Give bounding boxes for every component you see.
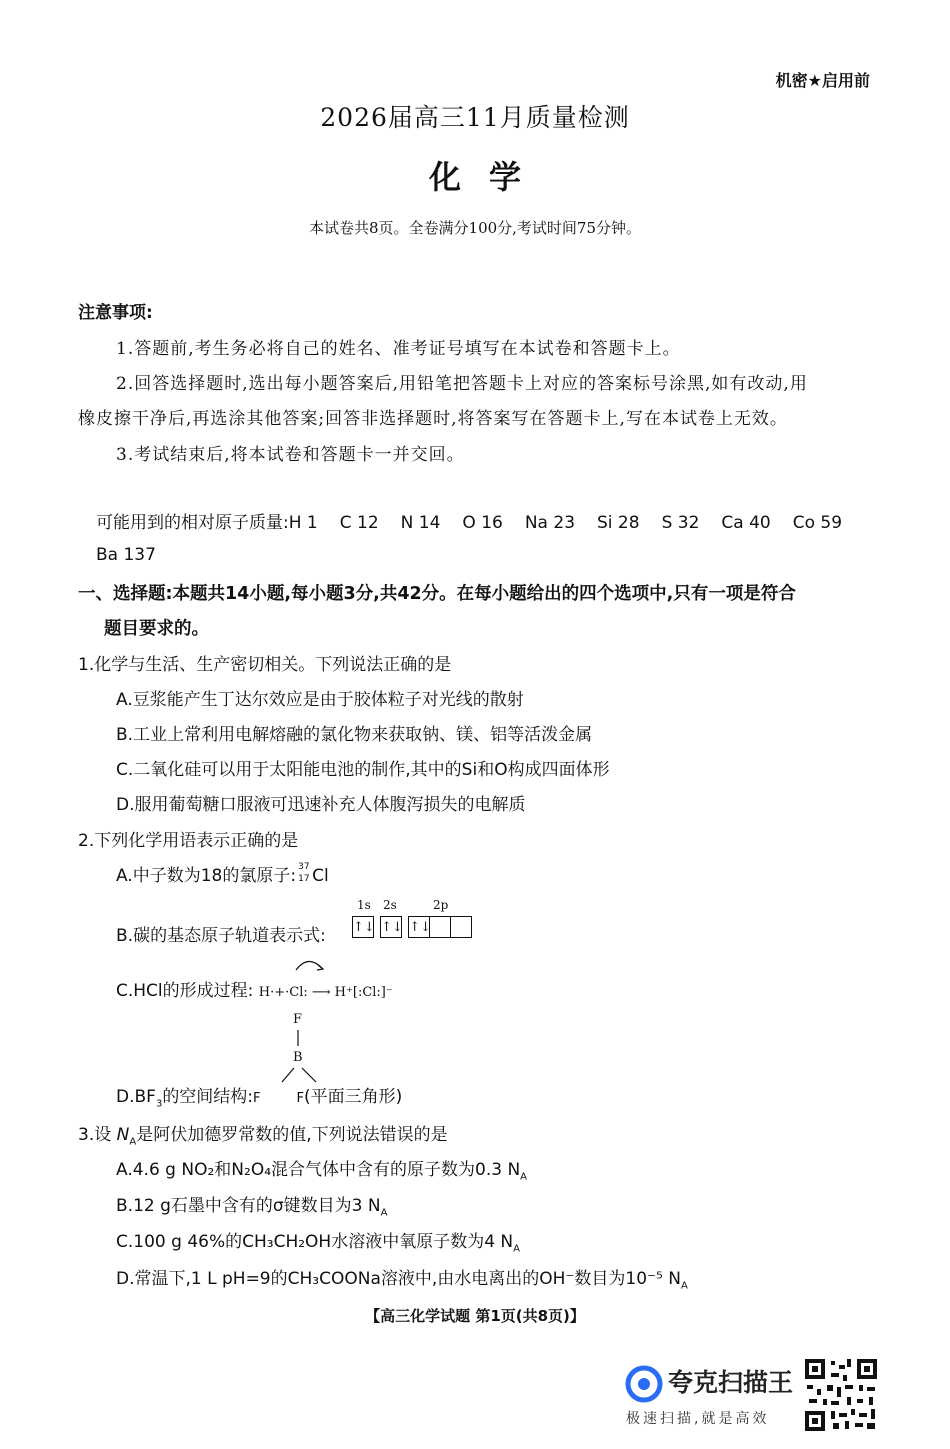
notice-heading: 注意事项: bbox=[78, 303, 153, 323]
electron-transfer-arrow bbox=[292, 952, 332, 972]
atomic-mass-item: O 16 bbox=[462, 513, 503, 533]
scanner-slogan: 极速扫描,就是高效 bbox=[626, 1411, 770, 1427]
atomic-mass-item: Ca 40 bbox=[721, 513, 771, 533]
bf3-bonds bbox=[280, 1030, 340, 1090]
q3-option-d: D.常温下,1 L pH=9的CH₃COONa溶液中,由水电离出的OH⁻数目为10⁻⁵ $N_A$ bbox=[116, 1269, 688, 1292]
atomic-mass-item: N 14 bbox=[400, 513, 441, 533]
q3-option-b: B.12 g石墨中含有的σ键数目为3 $N_A$ bbox=[116, 1196, 388, 1219]
hcl-formation: H·+·Cl: ⟶ H⁺[:Cl:]⁻ bbox=[258, 985, 393, 1000]
atomic-mass-label: 可能用到的相对原子质量: bbox=[96, 513, 289, 533]
page-footer: 【高三化学试题 第1页(共8页)】 bbox=[365, 1307, 585, 1325]
orbital-box bbox=[450, 916, 472, 938]
q2-option-b: B.碳的基态原子轨道表示式: bbox=[116, 926, 326, 946]
exam-title: 2026届高三11月质量检测 bbox=[320, 103, 630, 132]
q2-option-c: C.HCl的形成过程: H·+·Cl: ⟶ H⁺[:Cl:]⁻ bbox=[116, 981, 393, 1001]
q2-option-a: A.中子数为18的氯原子: 37 17 Cl bbox=[116, 862, 329, 886]
atomic-mass-item: C 12 bbox=[339, 513, 379, 533]
bf3-atom-f-left: F bbox=[253, 1091, 261, 1106]
chlorine-isotope: 37 17 bbox=[298, 862, 310, 884]
subject-title: 化学 bbox=[428, 158, 549, 196]
atomic-mass-item: Na 23 bbox=[524, 513, 576, 533]
q3-option-c: C.100 g 46%的CH₃CH₂OH水溶液中氧原子数为4 $N_A$ bbox=[116, 1232, 520, 1255]
scanner-brand: 夸克扫描王 bbox=[668, 1368, 794, 1397]
notice-item-2: 2.回答选择题时,选出每小题答案后,用铅笔把答题卡上对应的答案标号涂黑,如有改动,用 bbox=[116, 374, 808, 394]
q1-stem: 1.化学与生活、生产密切相关。下列说法正确的是 bbox=[78, 655, 452, 675]
q2-stem: 2.下列化学用语表示正确的是 bbox=[78, 831, 299, 851]
notice-item-3: 3.考试结束后,将本试卷和答题卡一并交回。 bbox=[116, 445, 465, 465]
atomic-mass-item: Co 59 bbox=[792, 513, 843, 533]
atomic-mass-item: H 1 bbox=[288, 513, 318, 533]
confidential-mark: 机密★启用前 bbox=[775, 71, 870, 90]
bf3-atom-f-right: F bbox=[296, 1091, 305, 1106]
bf3-atom-f-top: F bbox=[293, 1012, 303, 1027]
orbital-box: ↑↓ bbox=[352, 916, 374, 938]
atomic-mass-item: Si 28 bbox=[597, 513, 640, 533]
q1-option-c: C.二氧化硅可以用于太阳能电池的制作,其中的Si和O构成四面体形 bbox=[116, 760, 610, 780]
qr-code-icon bbox=[803, 1357, 879, 1433]
orbital-box: ↑↓ bbox=[380, 916, 402, 938]
exam-info: 本试卷共8页。全卷满分100分,考试时间75分钟。 bbox=[308, 219, 642, 237]
q2-option-d: $D.BF_3$的空间结构:F F(平面三角形) bbox=[116, 1087, 403, 1110]
scanner-logo-icon bbox=[625, 1365, 663, 1403]
orbital-box bbox=[429, 916, 451, 938]
section-heading-cont: 题目要求的。 bbox=[104, 619, 209, 639]
q3-stem: 3.设 $N_A$是阿伏加德罗常数的值,下列说法错误的是 bbox=[78, 1125, 448, 1148]
atomic-mass-item: S 32 bbox=[661, 513, 700, 533]
atomic-mass-line bbox=[96, 508, 842, 533]
orbital-diagram bbox=[352, 916, 471, 938]
orbital-labels: 1s 2s 2p bbox=[357, 898, 449, 912]
q3-option-a: A.4.6 g NO₂和N₂O₄混合气体中含有的原子数为0.3 $N_A$ bbox=[116, 1160, 528, 1183]
atomic-mass-item: Ba 137 bbox=[96, 545, 156, 565]
orbital-box: ↑↓ bbox=[408, 916, 430, 938]
notice-item-2-cont: 橡皮擦干净后,再选涂其他答案;回答非选择题时,将答案写在答题卡上,写在本试卷上无效。 bbox=[78, 409, 788, 429]
notice-item-1: 1.答题前,考生务必将自己的姓名、准考证号填写在本试卷和答题卡上。 bbox=[116, 339, 681, 359]
bf3-atom-b: B bbox=[293, 1050, 303, 1065]
section-heading: 一、选择题:本题共14小题,每小题3分,共42分。在每小题给出的四个选项中,只有一项是符合 bbox=[78, 584, 796, 604]
q1-option-a: A.豆浆能产生丁达尔效应是由于胶体粒子对光线的散射 bbox=[116, 690, 524, 710]
q1-option-b: B.工业上常利用电解熔融的氯化物来获取钠、镁、铝等活泼金属 bbox=[116, 725, 593, 745]
q1-option-d: D.服用葡萄糖口服液可迅速补充人体腹泻损失的电解质 bbox=[116, 795, 526, 815]
